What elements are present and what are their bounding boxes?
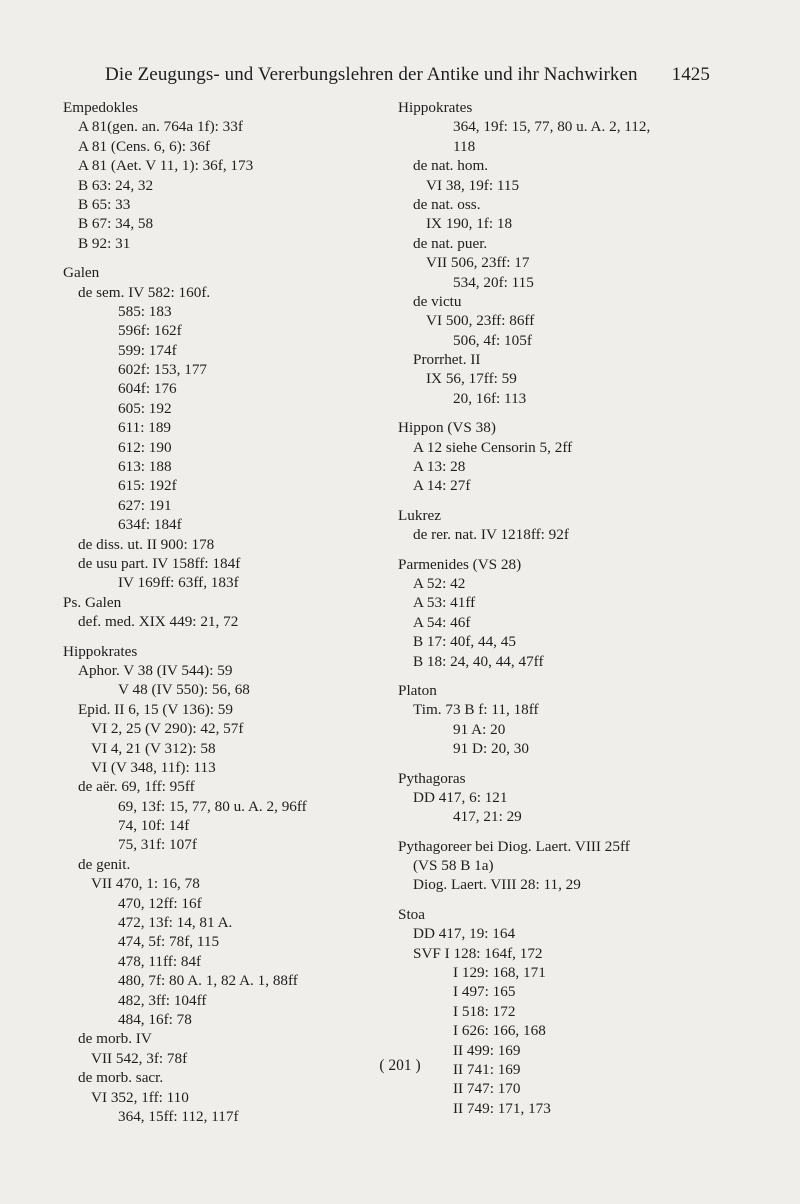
index-reference: 482, 3ff: 104ff (118, 991, 207, 1009)
index-heading: Hippokrates (398, 99, 473, 116)
index-reference: B 63: 24, 32 (78, 176, 154, 194)
index-reference: VII 470, 1: 16, 78 (91, 875, 200, 893)
index-reference: de nat. puer. (413, 234, 488, 252)
entry-spacer (398, 895, 728, 905)
index-reference: VI 4, 21 (V 312): 58 (91, 739, 216, 757)
index-reference: II 749: 171, 173 (453, 1099, 551, 1117)
index-heading: Pythagoras (398, 769, 466, 787)
index-reference: 474, 5f: 78f, 115 (118, 933, 220, 951)
index-reference: B 67: 34, 58 (78, 215, 154, 233)
index-reference: II 747: 170 (453, 1080, 521, 1098)
index-reference: IV 169ff: 63ff, 183f (118, 574, 239, 592)
entry-spacer (398, 827, 728, 837)
index-entry (398, 506, 728, 545)
index-reference: 611: 189 (118, 419, 172, 437)
index-reference: 118 (453, 137, 476, 155)
entry-spacer (398, 496, 728, 506)
index-reference: 596f: 162f (118, 322, 182, 340)
index-reference: A 13: 28 (413, 458, 466, 476)
entry-spacer (398, 759, 728, 769)
index-reference: A 14: 27f (413, 477, 471, 495)
index-reference: 470, 12ff: 16f (118, 894, 202, 912)
index-entry (398, 555, 728, 671)
index-reference: 472, 13f: 14, 81 A. (118, 914, 233, 932)
index-column-left (63, 98, 393, 1126)
index-reference: 634f: 184f (118, 516, 182, 534)
index-reference: de nat. hom. (413, 157, 489, 175)
index-reference: de aër. 69, 1ff: 95ff (78, 778, 195, 796)
index-reference: 91 D: 20, 30 (453, 740, 529, 758)
index-reference: II 499: 169 (453, 1041, 521, 1059)
index-reference: de morb. IV (78, 1030, 152, 1048)
index-reference: de morb. sacr. (78, 1069, 164, 1087)
index-reference: VI 38, 19f: 115 (426, 176, 520, 194)
index-reference: VII 506, 23ff: 17 (426, 254, 530, 272)
index-reference: A 52: 42 (413, 574, 466, 592)
entry-spacer (398, 408, 728, 418)
running-title: Die Zeugungs- und Vererbungslehren der Antike und ihr Nachwirken (105, 64, 638, 85)
index-reference: 599: 174f (118, 341, 177, 359)
index-reference: def. med. XIX 449: 21, 72 (78, 613, 239, 631)
index-reference: IX 56, 17ff: 59 (426, 370, 517, 388)
index-reference: 605: 192 (118, 399, 172, 417)
index-reference: V 48 (IV 550): 56, 68 (118, 681, 250, 699)
index-reference: Prorrhet. II (413, 351, 481, 369)
index-reference: 484, 16f: 78 (118, 1010, 192, 1028)
index-reference: IX 190, 1f: 18 (426, 215, 513, 233)
index-reference: de diss. ut. II 900: 178 (78, 535, 215, 553)
index-reference: II 741: 169 (453, 1060, 521, 1078)
index-reference: de rer. nat. IV 1218ff: 92f (413, 526, 569, 544)
index-entry (398, 418, 728, 496)
index-reference: I 626: 166, 168 (453, 1022, 546, 1040)
index-heading: Ps. Galen (63, 593, 122, 611)
index-heading: Hippokrates (63, 642, 138, 660)
index-reference: VI 500, 23ff: 86ff (426, 312, 535, 330)
index-reference: A 81 (Aet. V 11, 1): 36f, 173 (78, 157, 254, 175)
index-reference: 69, 13f: 15, 77, 80 u. A. 2, 96ff (118, 797, 307, 815)
index-heading: Empedokles (63, 99, 139, 116)
index-reference: DD 417, 19: 164 (413, 925, 516, 943)
index-reference: B 18: 24, 40, 44, 47ff (413, 652, 544, 670)
index-reference: de victu (413, 292, 462, 310)
index-reference: B 92: 31 (78, 234, 131, 252)
index-reference: 506, 4f: 105f (453, 331, 532, 349)
index-reference: A 81(gen. an. 764a 1f): 33f (78, 118, 243, 136)
index-reference: I 518: 172 (453, 1002, 516, 1020)
index-reference: 480, 7f: 80 A. 1, 82 A. 1, 88ff (118, 972, 298, 990)
index-reference: 364, 15ff: 112, 117f (118, 1107, 239, 1125)
index-reference: Diog. Laert. VIII 28: 11, 29 (413, 876, 581, 894)
index-reference: Tim. 73 B f: 11, 18ff (413, 701, 539, 719)
index-reference: 91 A: 20 (453, 720, 506, 738)
index-entry (398, 98, 728, 408)
index-reference: I 129: 168, 171 (453, 964, 546, 982)
index-reference: 627: 191 (118, 496, 172, 514)
index-reference: (VS 58 B 1a) (413, 857, 494, 875)
entry-spacer (63, 632, 393, 642)
index-entry (398, 769, 728, 827)
index-entry (398, 905, 728, 1118)
index-reference: VI (V 348, 11f): 113 (91, 758, 216, 776)
index-reference: VI 352, 1ff: 110 (91, 1088, 189, 1106)
entry-spacer (398, 671, 728, 681)
entry-spacer (63, 253, 393, 263)
index-reference: 534, 20f: 115 (453, 273, 534, 291)
index-entry (398, 837, 728, 895)
index-column-right (398, 98, 728, 1118)
index-reference: B 17: 40f, 44, 45 (413, 633, 516, 651)
index-reference: 478, 11ff: 84f (118, 952, 202, 970)
index-entry (63, 263, 393, 631)
page-number: 1425 (671, 64, 710, 85)
index-heading: Galen (63, 264, 100, 282)
index-reference: 604f: 176 (118, 380, 177, 398)
index-heading: Parmenides (VS 28) (398, 555, 522, 573)
index-heading: Stoa (398, 905, 426, 923)
index-reference: 612: 190 (118, 438, 172, 456)
index-reference: A 54: 46f (413, 613, 471, 631)
index-reference: de usu part. IV 158ff: 184f (78, 554, 241, 572)
index-reference: 602f: 153, 177 (118, 361, 208, 379)
index-heading: Pythagoreer bei Diog. Laert. VIII 25ff (398, 837, 630, 855)
index-reference: VII 542, 3f: 78f (91, 1049, 188, 1067)
index-entry (63, 98, 393, 253)
index-heading: Hippon (VS 38) (398, 419, 496, 437)
index-reference: 613: 188 (118, 458, 172, 476)
index-reference: 585: 183 (118, 302, 172, 320)
page-footer: ( 201 ) (379, 1057, 421, 1074)
index-reference: 20, 16f: 113 (453, 389, 527, 407)
index-reference: 364, 19f: 15, 77, 80 u. A. 2, 112, (453, 118, 651, 136)
index-reference: B 65: 33 (78, 195, 131, 213)
index-reference: A 53: 41ff (413, 594, 476, 612)
index-reference: de sem. IV 582: 160f. (78, 283, 211, 301)
index-reference: 615: 192f (118, 477, 177, 495)
index-heading: Lukrez (398, 506, 442, 524)
index-reference: 75, 31f: 107f (118, 836, 197, 854)
index-reference: de genit. (78, 855, 131, 873)
index-reference: DD 417, 6: 121 (413, 788, 508, 806)
index-reference: Aphor. V 38 (IV 544): 59 (78, 661, 233, 679)
index-entry (398, 681, 728, 759)
index-heading: Platon (398, 681, 437, 699)
index-reference: I 497: 165 (453, 983, 516, 1001)
index-reference: A 12 siehe Censorin 5, 2ff (413, 438, 573, 456)
entry-spacer (398, 545, 728, 555)
index-reference: VI 2, 25 (V 290): 42, 57f (91, 720, 244, 738)
index-reference: 417, 21: 29 (453, 808, 522, 826)
index-reference: SVF I 128: 164f, 172 (413, 944, 543, 962)
index-reference: A 81 (Cens. 6, 6): 36f (78, 137, 211, 155)
index-reference: de nat. oss. (413, 195, 481, 213)
index-reference: 74, 10f: 14f (118, 817, 190, 835)
index-reference: Epid. II 6, 15 (V 136): 59 (78, 700, 233, 718)
index-entry (63, 642, 393, 1127)
